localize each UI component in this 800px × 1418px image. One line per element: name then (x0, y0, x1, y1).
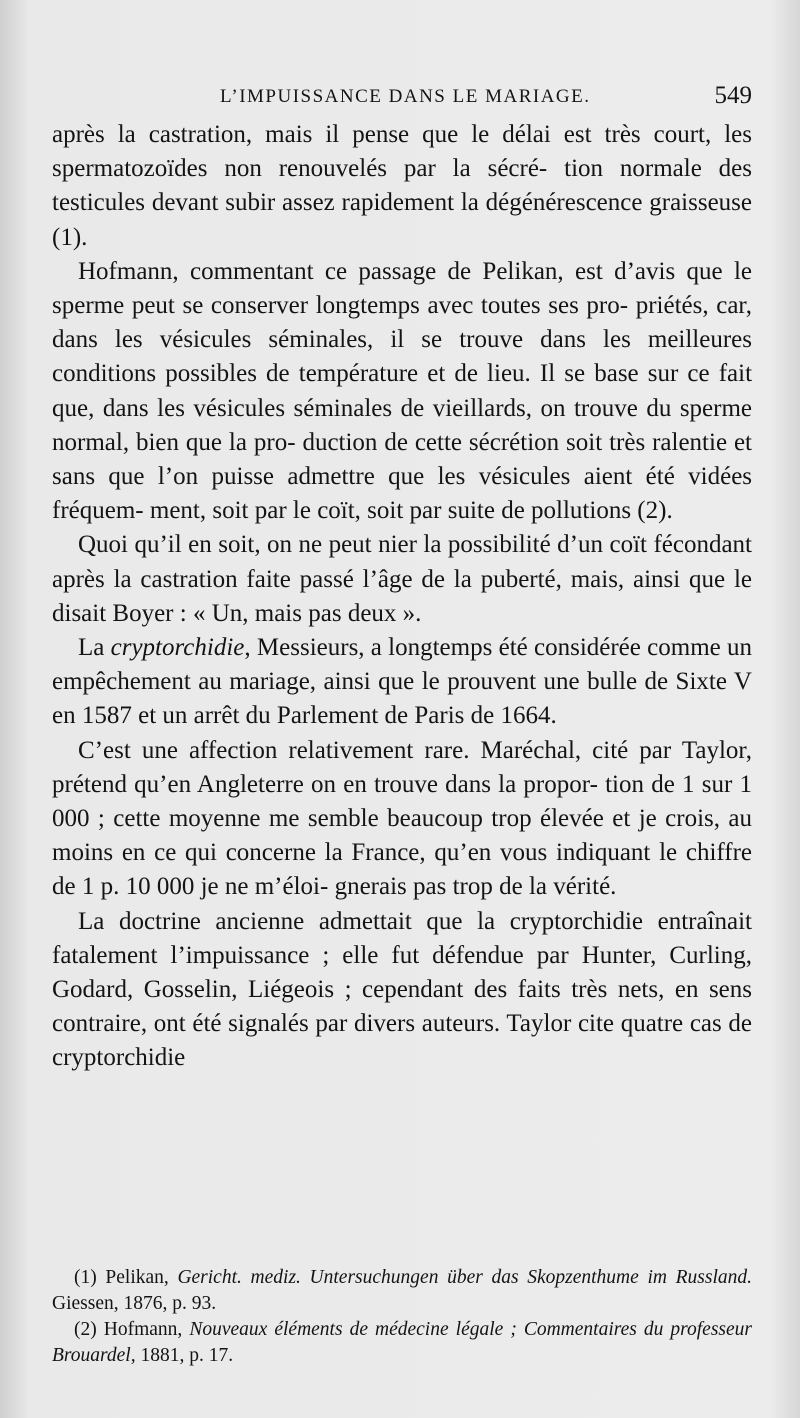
footnote (52, 1317, 752, 1369)
footnote-author: Pelikan, (105, 1267, 169, 1288)
page-number: 549 (714, 82, 752, 109)
text-line: duction de cette sécrétion soit très ralentie et sans que l’on (52, 428, 752, 491)
text-line: tion normale des testicules devant subir assez rapidement (52, 155, 752, 217)
text-line: Hunter, Curling, Godard, Gosselin, Liégeois ; cependant des (52, 941, 752, 1004)
footnote (52, 1265, 752, 1317)
text-line: Paris de 1664. (414, 702, 557, 730)
text-line: La cryptorchidie, Messieurs, a longtemps été considérée (78, 634, 641, 662)
footnote-title: Nouveaux éléments de médecine légale ; Commentaires du professeur Brouardel, (52, 1319, 753, 1366)
text-line: Hofmann, commentant ce passage de Pelikan, est d’avis que (78, 257, 723, 285)
text-line: priétés, car, dans les vésicules séminales, il se trouve dans (52, 292, 752, 354)
footnote-author: Hofmann, (103, 1319, 183, 1340)
paragraph (52, 528, 752, 631)
text-line: C’est une affection relativement rare. Maréchal, cité par (78, 736, 672, 764)
text-line: les meilleures conditions possibles de température et de lieu. (52, 326, 752, 388)
text-line: deux ». (347, 599, 422, 627)
text-line: élevée et je crois, au moins en ce qui concerne la France, (52, 805, 753, 867)
footnote-marker: (1) (74, 1267, 97, 1288)
running-title: L’IMPUISSANCE DANS LE MARIAGE. (220, 86, 591, 107)
text-line: une bulle de Sixte V en 1587 et un arrêt du Parlement de (52, 668, 752, 730)
text-line: Il se base sur ce fait que, dans les vésicules séminales de (52, 360, 753, 422)
footnote-details: Giessen, 1876, p. 93. (52, 1293, 217, 1314)
text-line: comme un empêchement au mariage, ainsi que le prouvent (52, 634, 753, 696)
paragraph (52, 734, 752, 905)
text-line: gnerais pas trop de la vérité. (334, 873, 617, 901)
text-line: entraînait fatalement l’impuissance ; elle fut défendue par (52, 907, 752, 969)
text-line: ment, soit par le coït, soit par suite de pollutions (2). (149, 497, 673, 525)
paragraph (52, 255, 752, 529)
text-line: coït fécondant après la castration faite passé l’âge de la (52, 531, 752, 593)
text-line: puisse admettre que les vésicules aient été vidées fréquem- (52, 463, 753, 525)
text-line: divers auteurs. Taylor cite quatre cas de cryptorchidie (52, 1010, 753, 1072)
body-text (52, 118, 752, 1076)
running-header (52, 82, 752, 116)
footnotes (52, 1265, 752, 1369)
text-line: Taylor, prétend qu’en Angleterre on en trouve dans la propor- (52, 736, 752, 798)
paragraph (52, 631, 752, 734)
footnote-marker: (2) (74, 1319, 97, 1340)
text-line: Quoi qu’il en soit, on ne peut nier la possibilité d’un (78, 531, 604, 559)
paragraph (52, 118, 752, 255)
text-line: puberté, mais, ainsi que le disait Boyer : « Un, mais pas (52, 565, 752, 627)
text-line: après la castration, mais il pense que le délai est très (52, 121, 641, 148)
text-line: vieillards, on trouve du sperme normal, bien que la pro- (52, 394, 753, 456)
footnote-title: Gericht. mediz. Untersuchungen über das Skopzenthume im Russland. (177, 1267, 752, 1288)
text-line: court, les spermatozoïdes non renouvelés par la sécré- (52, 121, 753, 183)
footnote-details: 1881, p. 17. (140, 1345, 234, 1366)
text-line: la dégénérescence graisseuse (1). (52, 189, 752, 251)
italic-term: cryptorchidie (110, 634, 245, 662)
text-line: La doctrine ancienne admettait que la cryptorchidie (78, 907, 644, 935)
text-line: faits très nets, en sens contraire, ont été signalés par (52, 976, 753, 1038)
paragraph (52, 905, 752, 1076)
text-line: le sperme peut se conserver longtemps avec toutes ses pro- (52, 257, 753, 320)
text-line: qu’en vous indiquant le chiffre de 1 p. 10 000 je ne m’éloi- (52, 839, 753, 901)
text-line: tion de 1 sur 1 000 ; cette moyenne me semble beaucoup trop (52, 770, 752, 833)
